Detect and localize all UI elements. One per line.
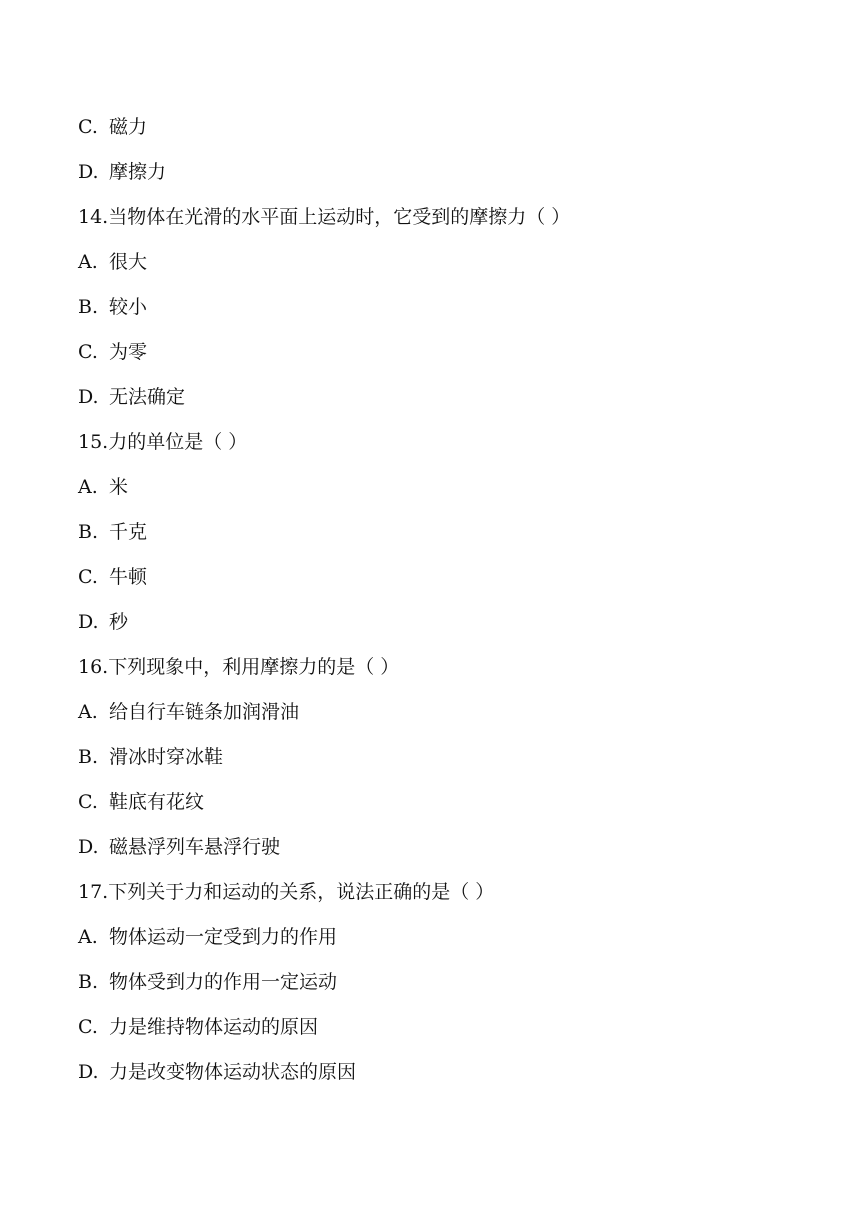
option-letter: D. — [78, 386, 99, 408]
option-letter: A. — [78, 251, 98, 273]
question-text: 当物体在光滑的水平面上运动时，它受到的摩擦力（ ） — [108, 206, 571, 228]
option-letter: A. — [78, 926, 98, 948]
question-stem — [78, 877, 818, 922]
option-text: 牛顿 — [109, 566, 148, 588]
option-text: 米 — [109, 476, 129, 498]
option-letter: C. — [78, 1016, 98, 1038]
option-text: 很大 — [109, 251, 148, 273]
option-text: 鞋底有花纹 — [109, 791, 205, 813]
option-line — [78, 832, 818, 877]
option-line — [78, 607, 818, 652]
option-text: 秒 — [109, 611, 129, 633]
option-line — [78, 742, 818, 787]
option-letter: D. — [78, 1061, 99, 1083]
option-letter: A. — [78, 701, 98, 723]
option-line — [78, 337, 818, 382]
option-letter: C. — [78, 116, 98, 138]
option-text: 物体受到力的作用一定运动 — [109, 971, 338, 993]
option-letter: B. — [78, 296, 99, 318]
option-text: 摩擦力 — [109, 161, 167, 183]
option-letter: D. — [78, 611, 99, 633]
option-line — [78, 562, 818, 607]
option-text: 较小 — [109, 296, 148, 318]
option-letter: C. — [78, 791, 98, 813]
option-letter: D. — [78, 161, 99, 183]
option-text: 物体运动一定受到力的作用 — [109, 926, 338, 948]
question-number: 17. — [78, 881, 109, 903]
option-letter: B. — [78, 971, 99, 993]
option-text: 磁力 — [109, 116, 148, 138]
option-text: 给自行车链条加润滑油 — [109, 701, 300, 723]
option-text: 力是维持物体运动的原因 — [109, 1016, 319, 1038]
option-text: 力是改变物体运动状态的原因 — [109, 1061, 357, 1083]
question-number: 14. — [78, 206, 109, 228]
question-text: 下列关于力和运动的关系，说法正确的是（ ） — [108, 881, 495, 903]
option-line — [78, 472, 818, 517]
question-number: 16. — [78, 656, 109, 678]
option-text: 滑冰时穿冰鞋 — [109, 746, 224, 768]
question-stem — [78, 427, 818, 472]
option-text: 磁悬浮列车悬浮行驶 — [109, 836, 281, 858]
question-text: 力的单位是（ ） — [108, 431, 248, 453]
option-line — [78, 1012, 818, 1057]
question-number: 15. — [78, 431, 109, 453]
option-line — [78, 697, 818, 742]
option-line — [78, 157, 818, 202]
option-letter: D. — [78, 836, 99, 858]
option-letter: B. — [78, 746, 99, 768]
question-list — [78, 112, 818, 1102]
option-line — [78, 967, 818, 1012]
option-text: 无法确定 — [109, 386, 186, 408]
option-line — [78, 382, 818, 427]
option-letter: B. — [78, 521, 99, 543]
option-text: 为零 — [109, 341, 148, 363]
question-text: 下列现象中，利用摩擦力的是（ ） — [108, 656, 400, 678]
option-line — [78, 1057, 818, 1102]
option-line — [78, 787, 818, 832]
option-letter: A. — [78, 476, 98, 498]
option-text: 千克 — [109, 521, 148, 543]
question-stem — [78, 652, 818, 697]
option-line — [78, 247, 818, 292]
option-line — [78, 292, 818, 337]
option-line — [78, 922, 818, 967]
option-line — [78, 517, 818, 562]
option-line — [78, 112, 818, 157]
question-stem — [78, 202, 818, 247]
option-letter: C. — [78, 341, 98, 363]
option-letter: C. — [78, 566, 98, 588]
